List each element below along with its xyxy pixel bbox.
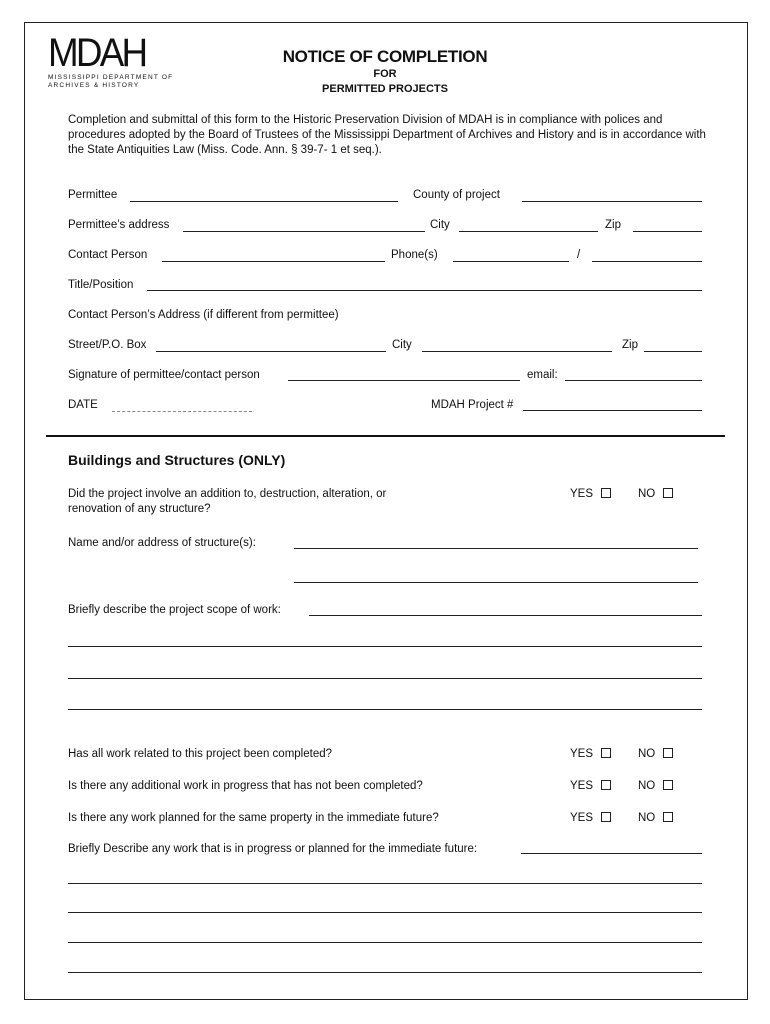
zip2-label: Zip	[622, 339, 638, 351]
signature-field[interactable]	[288, 380, 520, 381]
yes-label: YES	[570, 488, 594, 500]
in-progress-no	[638, 779, 673, 793]
in-progress-yes	[570, 779, 611, 793]
yes-label: YES	[570, 780, 594, 792]
scope-label: Briefly describe the project scope of work:	[68, 604, 281, 616]
permittee-field[interactable]	[130, 201, 398, 202]
email-label: email:	[527, 369, 558, 381]
section-divider	[46, 435, 725, 437]
completed-yes	[570, 747, 611, 761]
no-label: NO	[638, 780, 656, 792]
city-field[interactable]	[459, 231, 598, 232]
buildings-heading: Buildings and Structures (ONLY)	[68, 452, 286, 468]
planned-yes	[570, 811, 611, 825]
describe-future-field-5[interactable]	[68, 972, 702, 973]
logo-mark: MDAH	[48, 31, 146, 75]
city-label: City	[430, 219, 450, 231]
phone-separator: /	[577, 249, 581, 261]
planned-question: Is there any work planned for the same property in the immediate future?	[68, 812, 439, 824]
scope-field-1[interactable]	[309, 615, 702, 616]
form-title: NOTICE OF COMPLETION	[282, 47, 488, 66]
describe-future-label: Briefly Describe any work that is in progress or planned for the immediate future:	[68, 843, 478, 855]
describe-future-field-1[interactable]	[521, 853, 702, 854]
no-label: NO	[638, 488, 656, 500]
describe-future-field-4[interactable]	[68, 942, 702, 943]
county-field[interactable]	[522, 201, 702, 202]
in-progress-no-checkbox[interactable]	[663, 780, 673, 790]
email-field[interactable]	[565, 380, 702, 381]
scope-field-3[interactable]	[68, 678, 702, 679]
date-field[interactable]	[112, 411, 252, 412]
planned-yes-checkbox[interactable]	[601, 812, 611, 822]
city2-label: City	[392, 339, 412, 351]
permittee-label: Permittee	[68, 189, 118, 201]
zip-label: Zip	[605, 219, 621, 231]
title-position-label: Title/Position	[68, 279, 134, 291]
involve-yes-checkbox[interactable]	[601, 488, 611, 498]
phones-label: Phone(s)	[391, 249, 438, 261]
completed-no-checkbox[interactable]	[663, 748, 673, 758]
no-label: NO	[638, 748, 656, 760]
involve-question-line2: renovation of any structure?	[68, 503, 211, 515]
street-field[interactable]	[156, 351, 386, 352]
logo-subtitle	[48, 74, 188, 90]
title-position-field[interactable]	[147, 290, 702, 291]
street-label: Street/P.O. Box	[68, 339, 147, 351]
city2-field[interactable]	[422, 351, 612, 352]
permittee-address-field[interactable]	[183, 231, 425, 232]
yes-label: YES	[570, 748, 594, 760]
no-label: NO	[638, 812, 656, 824]
county-label: County of project	[413, 189, 500, 201]
in-progress-question: Is there any additional work in progress that has not been completed?	[68, 780, 423, 792]
planned-no-checkbox[interactable]	[663, 812, 673, 822]
logo-subtitle-line1: MISSISSIPPI DEPARTMENT OF	[48, 74, 174, 81]
phone-field-2[interactable]	[592, 261, 702, 262]
involve-no-checkbox[interactable]	[663, 488, 673, 498]
scope-field-4[interactable]	[68, 709, 702, 710]
form-subtitle: PERMITTED PROJECTS	[322, 83, 448, 95]
describe-future-field-3[interactable]	[68, 912, 702, 913]
involve-question-line1: Did the project involve an addition to, destruction, alteration, or	[68, 488, 387, 500]
completed-yes-checkbox[interactable]	[601, 748, 611, 758]
zip-field[interactable]	[633, 231, 702, 232]
form-title-for: FOR	[373, 68, 397, 80]
completed-no	[638, 747, 673, 761]
name-address-field-1[interactable]	[294, 548, 698, 549]
intro-paragraph: Completion and submittal of this form to the Historic Preservation Division of MDAH is in compliance with polices and procedures adopted by the Board of Trustees of the Mississippi Department of Archives and History and is in accordance with the State Antiquities Law (Miss. Code. Ann. § 39-7- 1 et seq.).	[68, 114, 706, 156]
yes-label: YES	[570, 812, 594, 824]
date-label: DATE	[68, 399, 98, 411]
name-address-label: Name and/or address of structure(s):	[68, 537, 256, 549]
contact-person-field[interactable]	[162, 261, 385, 262]
logo-subtitle-line2: ARCHIVES & HISTORY	[48, 82, 140, 89]
contact-person-label: Contact Person	[68, 249, 148, 261]
phone-field-1[interactable]	[453, 261, 569, 262]
project-number-label: MDAH Project #	[431, 399, 514, 411]
contact-address-label: Contact Person’s Address (if different from permittee)	[68, 309, 339, 321]
mdah-logo	[48, 31, 188, 90]
signature-label: Signature of permittee/contact person	[68, 369, 260, 381]
involve-yes	[570, 487, 611, 501]
name-address-field-2[interactable]	[294, 582, 698, 583]
describe-future-field-2[interactable]	[68, 883, 702, 884]
planned-no	[638, 811, 673, 825]
project-number-field[interactable]	[523, 410, 702, 411]
scope-field-2[interactable]	[68, 646, 702, 647]
in-progress-yes-checkbox[interactable]	[601, 780, 611, 790]
permittee-address-label: Permittee’s address	[68, 219, 170, 231]
involve-no	[638, 487, 673, 501]
completed-question: Has all work related to this project been completed?	[68, 748, 333, 760]
zip2-field[interactable]	[644, 351, 702, 352]
